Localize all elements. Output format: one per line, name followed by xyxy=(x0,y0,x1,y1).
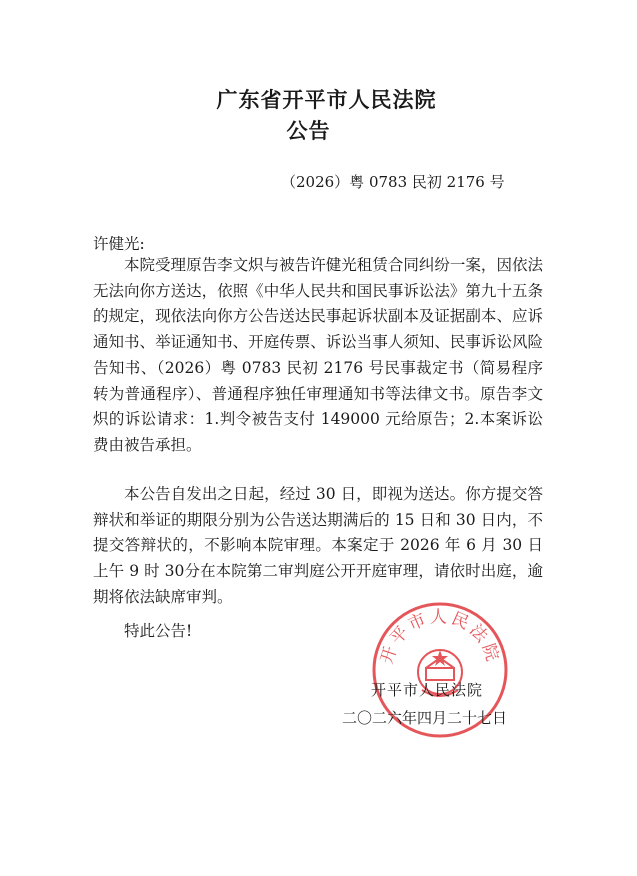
body-paragraph-1: 本院受理原告李文炽与被告许健光租赁合同纠纷一案，因依法无法向你方送达，依照《中华人民共和国民事诉讼法》第九十五条的规定，现依法向你方公告送达民事起诉状副本及证据副本、应诉通知书、举证通知书、开庭传票、诉讼当事人须知、民事诉讼风险告知书、（2026）粤 0783 民初 2176 号民事裁定书（简易程序转为普通程序）、普通程序独任审理通知书等法律文书。原告李文炽的诉讼请求：1.判令被告支付 149000 元给原告；2.本案诉讼费由被告承担。 xyxy=(93,256,543,454)
closing-paragraph: 特此公告! xyxy=(124,622,193,640)
addressee: 许健光: xyxy=(93,235,145,253)
body-paragraph-2: 本公告自发出之日起，经过 30 日，即视为送达。你方提交答辩状和举证的期限分别为公告送达期满后的 15 日和 30 日内，不提交答辩状的，不影响本院审理。本案定于 2026 年 6 月 30 日上午 9 时 30分在本院第二审判庭公开开庭审理，请依时出庭，逾期将依法缺席审判。 xyxy=(93,485,543,606)
star-icon xyxy=(432,650,448,666)
court-name-title: 广东省开平市人民法院 xyxy=(216,87,437,112)
signer: 开平市人民法院 xyxy=(371,681,484,699)
issue-date: 二〇二六年四月二十七日 xyxy=(342,709,508,727)
case-number: （2026）粤 0783 民初 2176 号 xyxy=(281,173,505,191)
seal-text: 开平市人民法院 xyxy=(377,607,503,667)
document-type-title: 公告 xyxy=(286,118,331,143)
